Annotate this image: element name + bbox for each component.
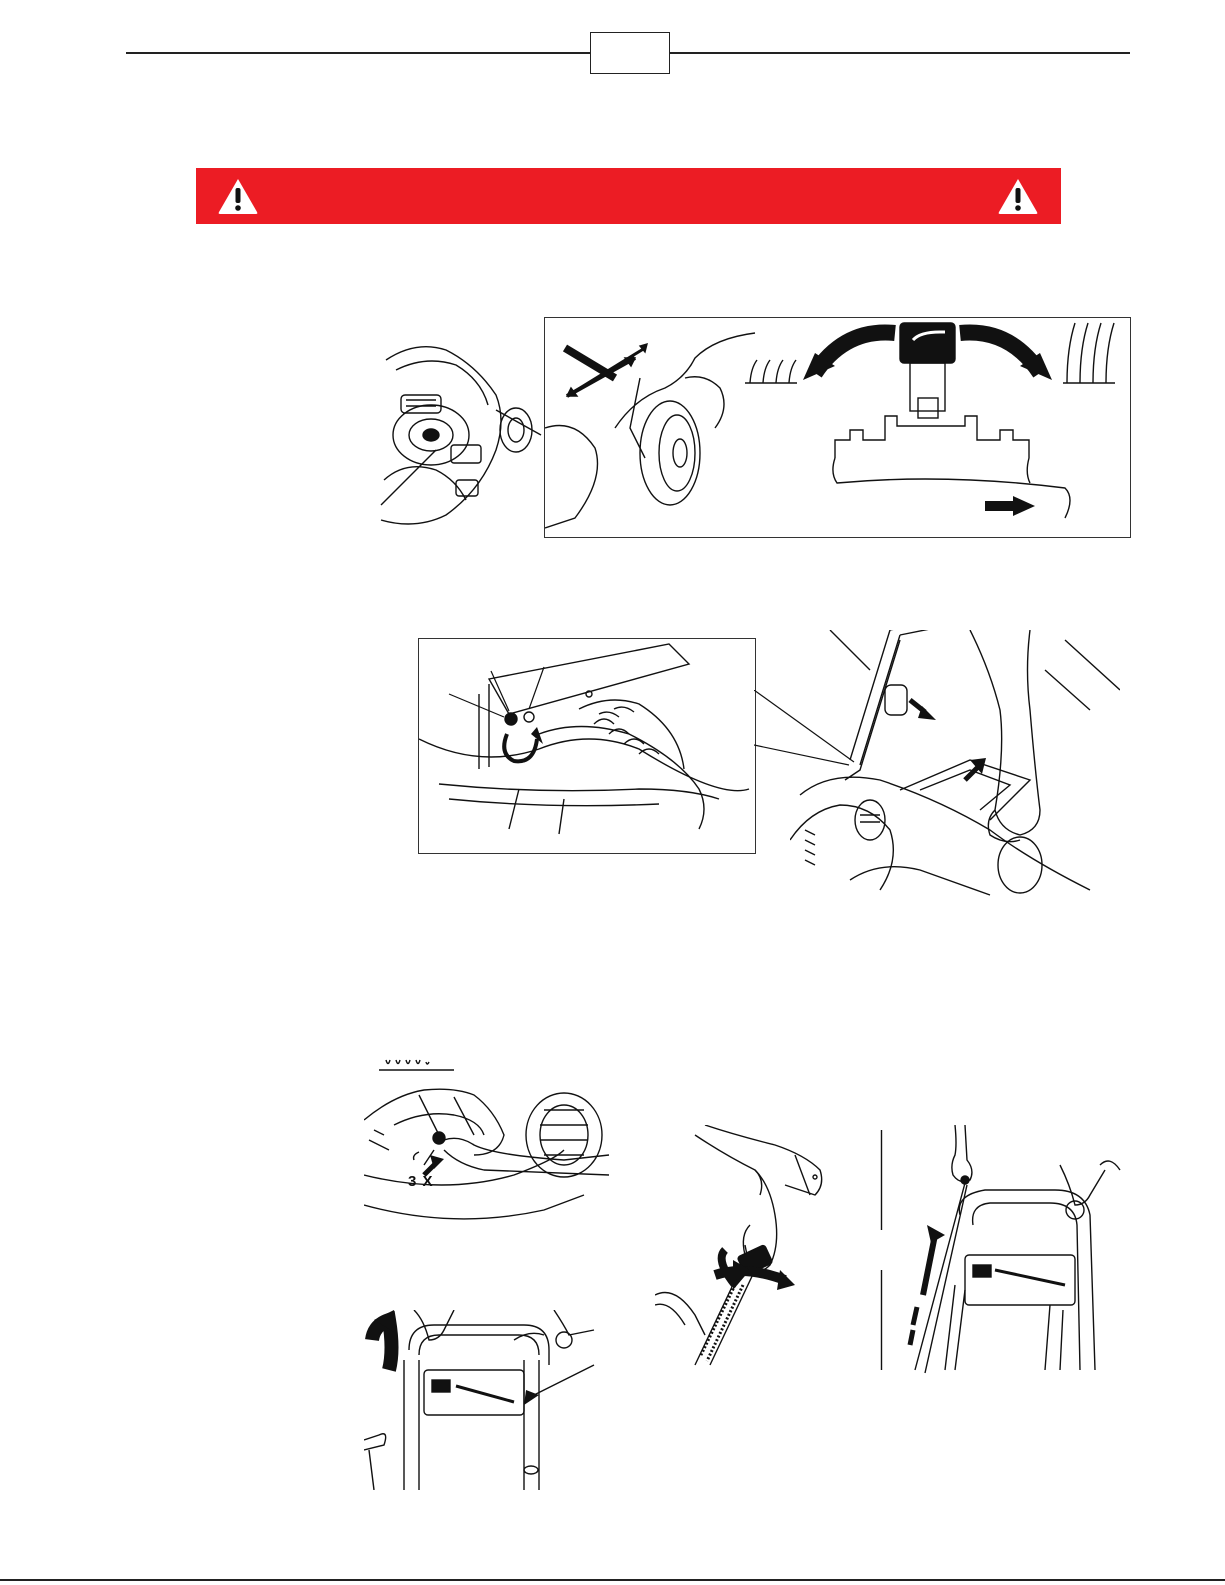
header-rule-left	[126, 52, 590, 54]
height-adjust-panel	[544, 317, 1131, 538]
handle-knob-illustration	[655, 1125, 865, 1370]
figure-divider	[880, 1130, 883, 1370]
handle-adjust-illustration	[790, 630, 1120, 900]
header-rule-right	[668, 52, 1130, 54]
bail-handle-illustration	[364, 1310, 609, 1490]
handle-bolt-panel	[418, 638, 756, 854]
footer-rule	[0, 1579, 1225, 1581]
primer-count-label: 3 X	[408, 1173, 434, 1190]
starter-rope-illustration	[895, 1125, 1125, 1385]
warning-triangle-icon	[216, 176, 260, 216]
mower-corner-illustration	[376, 340, 546, 530]
warning-banner	[196, 168, 1061, 224]
warning-triangle-icon	[996, 176, 1040, 216]
page-number-box	[590, 32, 670, 74]
primer-bulb-illustration	[364, 1055, 614, 1240]
